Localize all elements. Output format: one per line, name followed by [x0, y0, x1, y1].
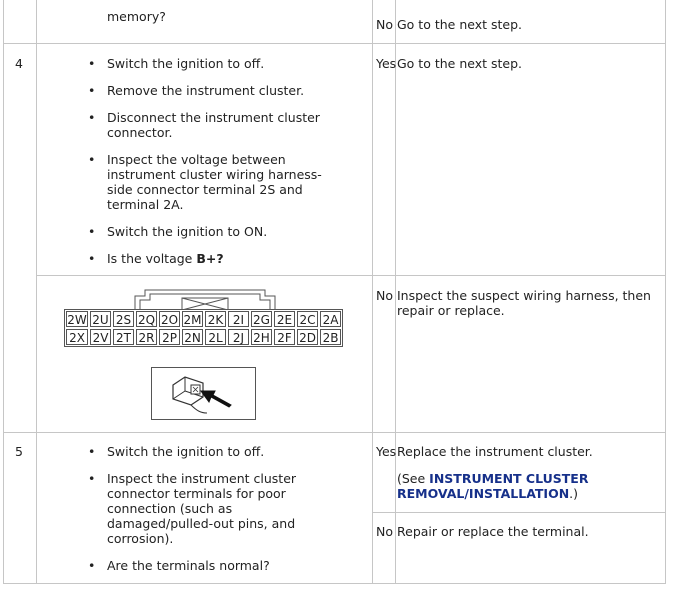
terminal-cell: 2V [90, 329, 111, 345]
terminal-cell: 2X [66, 329, 88, 345]
step-number: 4 [15, 56, 23, 71]
terminal-cell: 2L [205, 329, 226, 345]
table-border-right [665, 0, 666, 584]
list-item: • Switch the ignition to off. [88, 444, 338, 459]
result-no: No [376, 288, 393, 303]
list-item: • Are the terminals normal? [88, 558, 338, 573]
list-item: • Inspect the instrument cluster connector terminals for poor connection (such as damaged/pulled-out pins, and corrosion). [88, 471, 338, 546]
result-no: No [376, 17, 393, 32]
result-yes: Yes [376, 56, 397, 71]
step-number: 5 [15, 444, 23, 459]
action-text: Go to the next step. [397, 56, 522, 71]
table-divider-inspection [372, 0, 373, 584]
terminal-cell: 2D [297, 329, 318, 345]
row-divider-result-5 [372, 512, 666, 513]
question-text: Is the voltage [107, 251, 197, 266]
terminal-cell: 2U [90, 311, 111, 327]
connector-terminal-grid [64, 309, 343, 347]
terminal-cell: 2R [136, 329, 157, 345]
terminal-cell: 2B [320, 329, 341, 345]
terminal-cell: 2I [228, 311, 249, 327]
terminal-cell: 2E [274, 311, 295, 327]
terminal-cell: 2M [183, 313, 202, 327]
see-suffix: .) [569, 486, 579, 501]
continuation-text: memory? [107, 9, 166, 24]
see-prefix: (See [397, 471, 430, 486]
terminal-cell: 2T [113, 329, 134, 345]
terminal-cell: 2O [160, 313, 179, 327]
inspection-list [88, 444, 338, 585]
terminal-cell: 2Q [137, 313, 156, 327]
terminal-cell: 2H [251, 329, 272, 345]
instrument-cluster-link[interactable]: INSTRUMENT CLUSTER REMOVAL/INSTALLATION [397, 471, 589, 501]
action-text: Inspect the suspect wiring harness, then repair or replace. [397, 288, 651, 318]
terminal-cell: 2S [113, 311, 134, 327]
list-item: • Inspect the voltage between instrument cluster wiring harness-side connector terminal 2S and terminal 2A. [88, 152, 338, 212]
terminal-cell: 2C [297, 311, 318, 327]
connector-row-top [65, 310, 342, 328]
result-no: No [376, 524, 393, 539]
connector-row-bottom [65, 328, 342, 346]
action-text: Replace the instrument cluster. [397, 444, 593, 459]
table-divider-step [36, 0, 37, 584]
terminal-cell: 2N [182, 329, 203, 345]
table-border-left [3, 0, 4, 584]
see-reference [397, 471, 662, 501]
table-divider-result [395, 0, 396, 584]
list-item: • Disconnect the instrument cluster connector. [88, 110, 338, 140]
row-divider-2 [3, 432, 666, 433]
list-item: • Remove the instrument cluster. [88, 83, 338, 98]
result-yes: Yes [376, 444, 397, 459]
list-item: • Switch the ignition to ON. [88, 224, 338, 239]
terminal-cell: 2G [251, 311, 272, 327]
terminal-cell: 2K [205, 311, 226, 327]
terminal-cell: 2A [320, 311, 341, 327]
terminal-cell: 2J [228, 329, 249, 345]
inspection-list [88, 56, 338, 278]
terminal-cell: 2W [67, 313, 87, 327]
list-item: • Switch the ignition to off. [88, 56, 338, 71]
terminal-cell: 2F [274, 329, 295, 345]
row-divider-1 [3, 43, 666, 44]
terminal-cell: 2P [159, 329, 180, 345]
connector-illustration [151, 367, 257, 421]
action-text: Repair or replace the terminal. [397, 524, 589, 539]
action-text: Go to the next step. [397, 17, 522, 32]
list-item [88, 251, 338, 266]
voltage-value: B+? [196, 251, 224, 266]
